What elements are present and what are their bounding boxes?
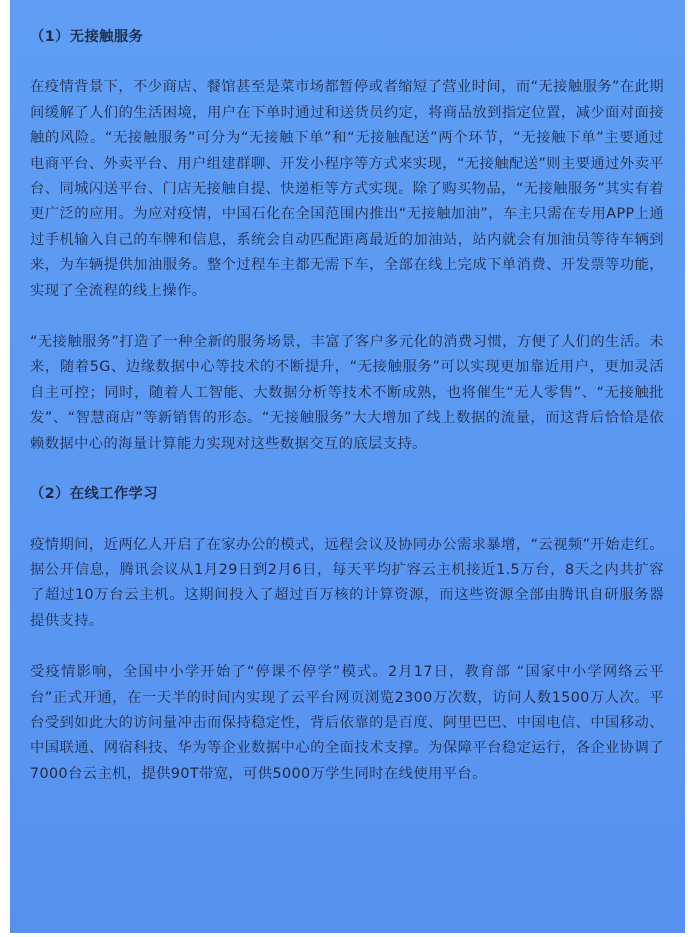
article-panel	[10, 0, 685, 933]
section1-paragraph-1: 在疫情背景下，不少商店、餐馆甚至是菜市场都暂停或者缩短了营业时间，而“无接触服务”在此期间缓解了人们的生活困境，用户在下单时通过和送货员约定，将商品放到指定位置，减少面对面接触的风险。“无接触服务”可分为“无接触下单”和“无接触配送”两个环节，“无接触下单”主要通过电商平台、外卖平台、用户组建群聊、开发小程序等方式来实现，“无接触配送”则主要通过外卖平台、同城闪送平台、门店无接触自提、快递柜等方式实现。除了购买物品，“无接触服务”其实有着更广泛的应用。为应对疫情，中国石化在全国范围内推出“无接触加油”，车主只需在专用APP上通过手机输入自己的车牌和信息，系统会自动匹配距离最近的加油站，站内就会有加油员等待车辆到来，为车辆提供加油服务。整个过程车主都无需下车，全部在线上完成下单消费、开发票等功能，实现了全流程的线上操作。	[30, 79, 664, 299]
section1-heading: （1）无接触服务	[30, 29, 144, 45]
spacer	[30, 304, 664, 330]
section2-paragraph-2: 受疫情影响，全国中小学开始了“停课不停学”模式。2月17日，教育部 “国家中小学网络云平台”正式开通，在一天半的时间内实现了云平台网页浏览2300万次数，访问人数1500万人次。平台受到如此大的访问量冲击而保持稳定性，背后依靠的是百度、阿里巴巴、中国电信、中国移动、中国联通、网宿科技、华为等企业数据中心的全面技术支撑。为保障平台稳定运行，各企业协调了7000台云主机，提供90T带宽，可供5000万学生同时在线使用平台。	[30, 664, 664, 782]
section1-paragraph-2: “无接触服务”打造了一种全新的服务场景，丰富了客户多元化的消费习惯，方便了人们的生活。未来，随着5G、边缘数据中心等技术的不断提升，“无接触服务”可以实现更加靠近用户，更加灵活自主可控；同时，随着人工智能、大数据分析等技术不断成熟，也将催生“无人零售”、“无接触批发”、“智慧商店”等新销售的形态。“无接触服务”大大增加了线上数据的流量，而这背后恰恰是依赖数据中心的海量计算能力实现对这些数据交互的底层支持。	[30, 334, 664, 452]
section2-paragraph-1: 疫情期间，近两亿人开启了在家办公的模式，远程会议及协同办公需求暴增，“云视频”开始走红。据公开信息，腾讯会议从1月29日到2月6日，每天平均扩容云主机接近1.5万台，8天之内共扩容了超过10万台云主机。这期间投入了超过百万核的计算资源，而这些资源全部由腾讯自研服务器提供支持。	[30, 536, 664, 629]
spacer	[30, 508, 664, 533]
spacer	[30, 50, 664, 75]
spacer	[30, 457, 664, 482]
spacer	[30, 634, 664, 660]
section2-heading: （2）在线工作学习	[30, 486, 158, 503]
